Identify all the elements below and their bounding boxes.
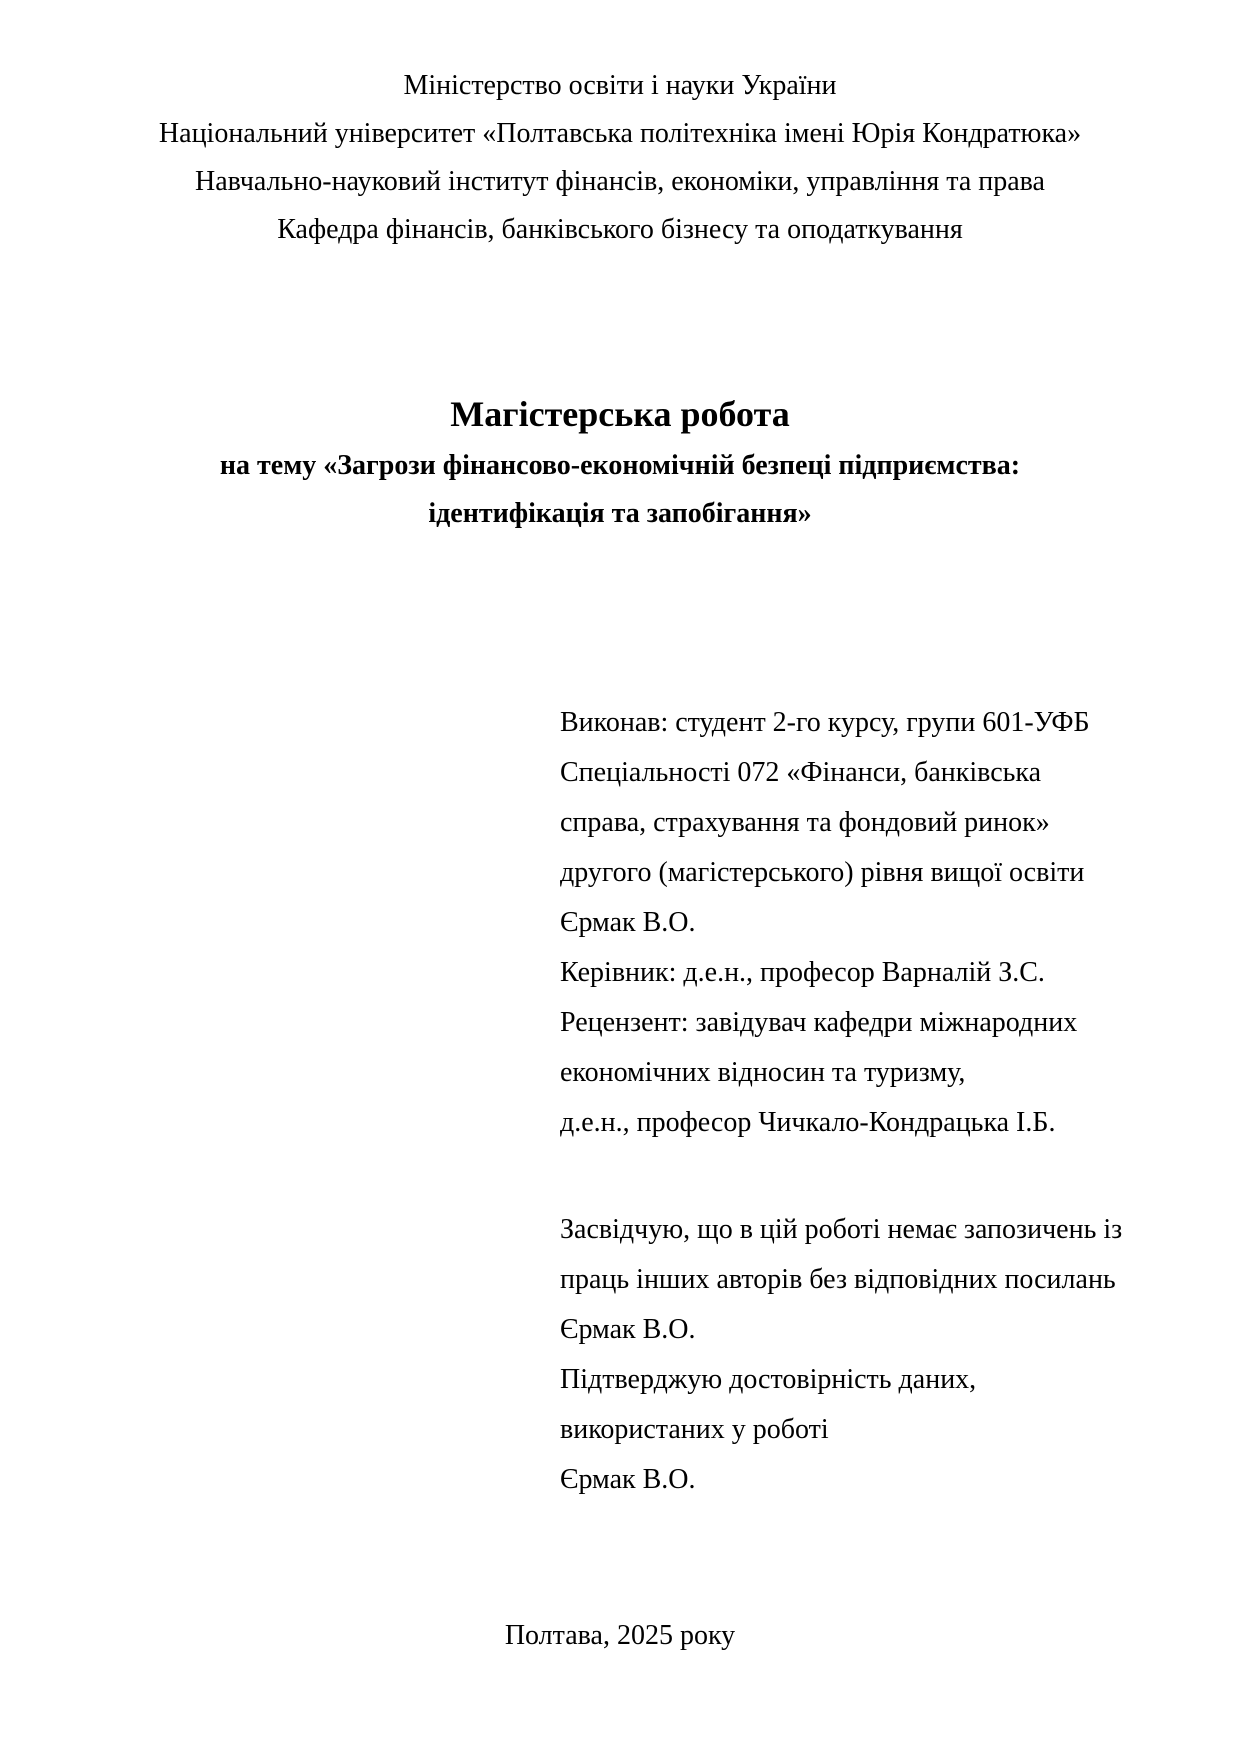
performed-by-line: Виконав: студент 2-го курсу, групи 601-УФБ <box>560 707 1090 738</box>
data-confirmation-line-2: використаних у роботі <box>560 1414 829 1445</box>
institute-line: Навчально-науковий інститут фінансів, економіки, управління та права <box>195 166 1045 197</box>
degree-level-line: другого (магістерського) рівня вищої освіти <box>560 857 1085 888</box>
department-line: Кафедра фінансів, банківського бізнесу та оподаткування <box>277 214 963 245</box>
declaration-line-1: Засвідчую, що в цій роботі немає запозичень із <box>560 1214 1123 1245</box>
topic-line-1: на тему «Загрози фінансово-економічній безпеці підприємства: <box>219 450 1021 481</box>
author-and-supervisors-block <box>560 698 1090 1148</box>
declaration-line-2: праць інших авторів без відповідних посилань <box>560 1264 1116 1295</box>
declaration-signature-2: Єрмак В.О. <box>560 1464 696 1495</box>
work-title: Магістерська робота <box>450 394 790 434</box>
originality-declaration-block <box>560 1205 1122 1505</box>
supervisor-line: Керівник: д.е.н., професор Варналій З.С. <box>560 957 1045 988</box>
reviewer-line-2: економічних відносин та туризму, <box>560 1057 966 1088</box>
topic-line-2: ідентифікація та запобігання» <box>428 498 812 529</box>
ministry-line: Міністерство освіти і науки України <box>403 70 837 101</box>
specialty-line-2: справа, страхування та фондовий ринок» <box>560 807 1050 838</box>
reviewer-line-3: д.е.н., професор Чичкало-Кондрацька І.Б. <box>560 1107 1056 1138</box>
university-line: Національний університет «Полтавська політехніка імені Юрія Кондратюка» <box>158 118 1082 149</box>
data-confirmation-line-1: Підтверджую достовірність даних, <box>560 1364 977 1395</box>
city-year-footer: Полтава, 2025 року <box>504 1620 736 1651</box>
thesis-topic <box>60 442 1180 538</box>
declaration-signature-1: Єрмак В.О. <box>560 1314 696 1345</box>
specialty-line-1: Спеціальності 072 «Фінанси, банківська <box>560 757 1042 788</box>
author-name-line: Єрмак В.О. <box>560 907 696 938</box>
institution-header <box>60 62 1180 254</box>
reviewer-line-1: Рецензент: завідувач кафедри міжнародних <box>560 1007 1078 1038</box>
